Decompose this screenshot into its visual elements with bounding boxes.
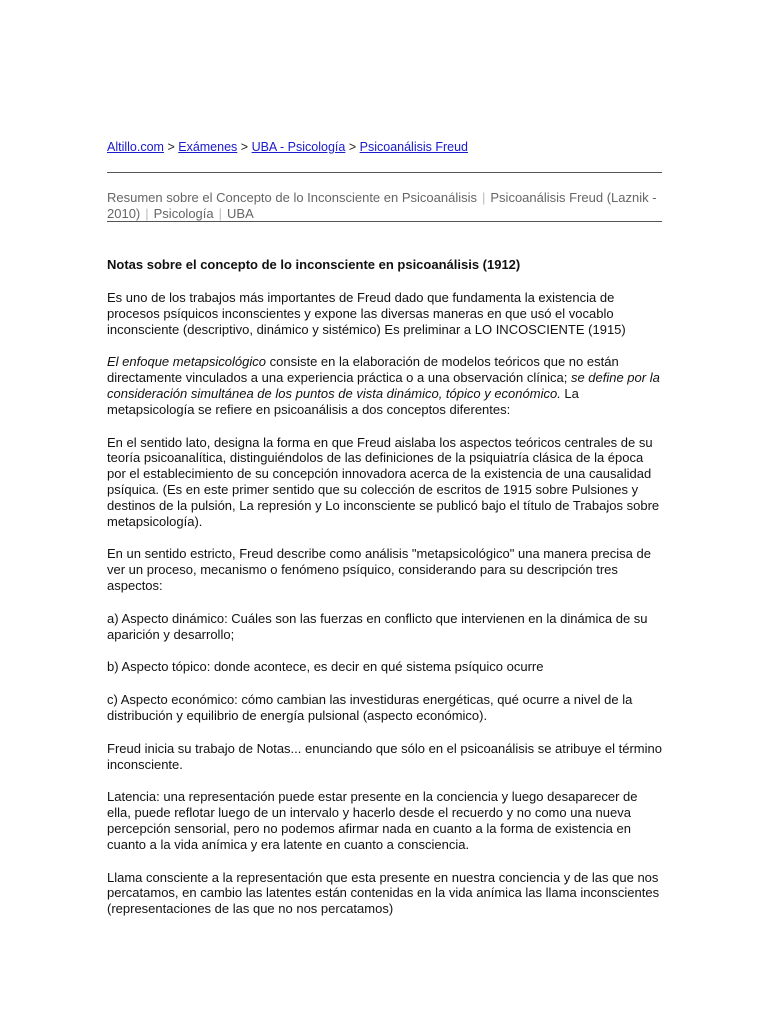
article-title: Notas sobre el concepto de lo inconsciente en psicoanálisis (1912) [107, 257, 521, 272]
paragraph-notas: Freud inicia su trabajo de Notas... enunciando que sólo en el psicoanálisis se atribuye el término inconsciente. [107, 740, 662, 772]
paragraph-aspecto-economico: c) Aspecto económico: cómo cambian las investiduras energéticas, qué ocurre a nivel de la distribución y equilibrio de energía pulsional (aspecto económico). [107, 692, 633, 723]
paragraph-sentido-estricto: En un sentido estricto, Freud describe como análisis "metapsicológico" una manera precisa de ver un proceso, mecanismo o fenómeno psíquico, considerando para su descripción tres aspectos: [107, 546, 651, 593]
breadcrumb-separator: > [240, 140, 252, 154]
paragraph-aspecto-dinamico: a) Aspecto dinámico: Cuáles son las fuerzas en conflicto que intervienen en la dinámica de su aparición y desarrollo; [107, 610, 648, 642]
meta-title: Resumen sobre el Concepto de lo Inconsciente en Psicoanálisis [107, 190, 477, 205]
paragraph-sentido-lato: En el sentido lato, designa la forma en que Freud aislaba los aspectos teóricos centrales de su teoría psicoanalítica, distinguiéndolos de las definiciones de la psiquiatría clásica de la época por el establecimiento de su concepción innovadora acerca de la existencia de una causalidad psíquica. (Es en este primer sentido que su colección de escritos de 1915 sobre Pulsiones y destinos de la pulsión, La represión y Lo inconsciente se publicó bajo el título de Trabajos sobre metapsicología). [107, 434, 660, 529]
article-body [107, 257, 662, 934]
meta-subject: Psicoanálisis Freud (Laznik - 2010) [107, 190, 657, 221]
breadcrumb-separator: > [167, 140, 179, 154]
meta-institution: UBA [227, 206, 254, 221]
breadcrumb-link-altillo[interactable]: Altillo.com [107, 140, 164, 154]
emphasis-enfoque: El enfoque metapsicológico [107, 354, 266, 370]
paragraph-metapsicologia [107, 354, 662, 417]
top-divider [107, 172, 662, 173]
meta-divider: | [482, 190, 486, 205]
paragraph-latencia: Latencia: una representación puede estar presente en la conciencia y luego desaparecer de ella, puede reflotar luego de un intervalo y hacerlo desde el recuerdo y no como una nueva percepción sensorial, pero no podemos afirmar nada en cuanto a la forma de existencia en cuanto a la vida anímica y era latente en cuanto a consciencia. [107, 789, 638, 852]
meta-area: Psicología [153, 206, 214, 221]
paragraph-text: La metapsicología se refiere en psicoanálisis a dos conceptos diferentes: [107, 385, 579, 417]
meta-divider: | [145, 206, 149, 221]
document-meta [107, 190, 662, 222]
bottom-divider [107, 221, 662, 222]
meta-divider: | [218, 206, 223, 221]
breadcrumb-link-examenes[interactable]: Exámenes [178, 140, 238, 154]
breadcrumb [107, 139, 468, 155]
paragraph-aspecto-topico: b) Aspecto tópico: donde acontece, es decir en qué sistema psíquico ocurre [107, 659, 544, 675]
paragraph-consciente: Llama consciente a la representación que esta presente en nuestra conciencia y de las que nos percatamos, en cambio las latentes están contenidas en la vida anímica las llama inconscientes (representaciones de las que no nos percatamos) [107, 869, 660, 917]
breadcrumb-separator: > [348, 140, 360, 154]
emphasis-definicion: se define por la consideración simultánea de los puntos de vista dinámico, tópico y económico. [107, 370, 660, 401]
breadcrumb-link-uba-psicologia[interactable]: UBA - Psicología [251, 140, 346, 154]
paragraph-text: consiste en la elaboración de modelos teóricos que no están directamente vinculados a una experiencia práctica o a una observación clínica; [107, 354, 619, 386]
paragraph-intro: Es uno de los trabajos más importantes de Freud dado que fundamenta la existencia de procesos psíquicos inconscientes y expone las diversas maneras en que usó el vocablo inconsciente (descriptivo, dinámico y sistémico) Es preliminar a LO INCOSCIENTE (1915) [107, 290, 626, 337]
breadcrumb-link-psicoanalisis-freud[interactable]: Psicoanálisis Freud [359, 140, 469, 154]
